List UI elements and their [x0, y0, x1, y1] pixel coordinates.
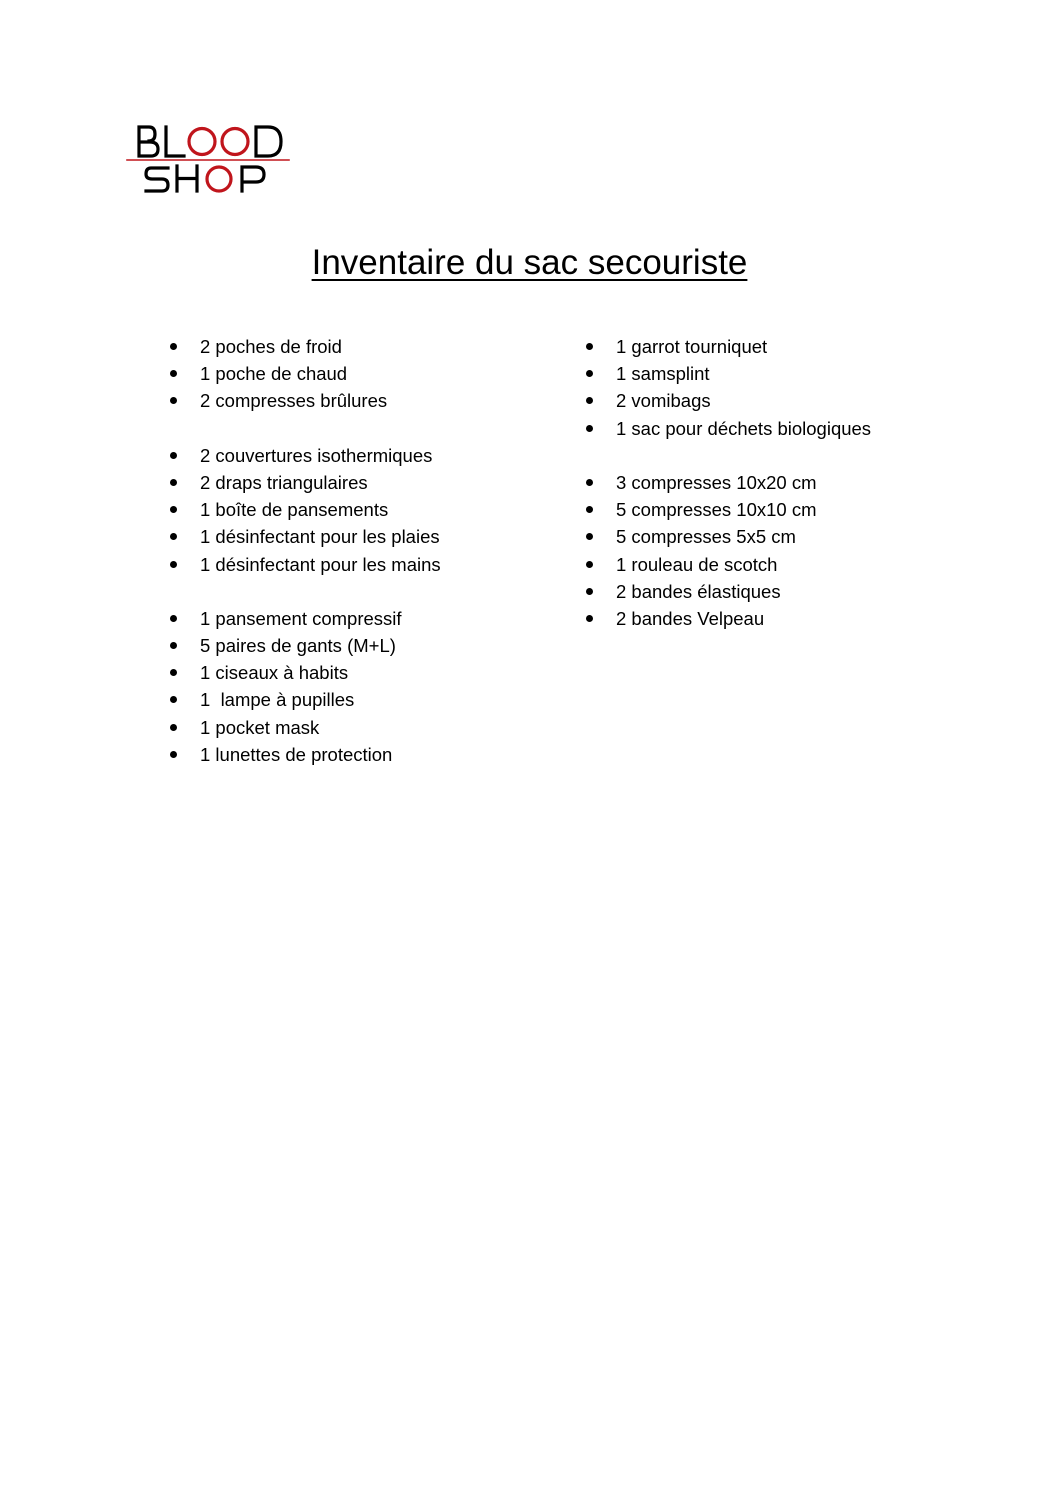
- bullet-icon: [586, 561, 593, 568]
- list-item-text: 1 lunettes de protection: [200, 743, 393, 765]
- list-item-text: 2 poches de froid: [200, 336, 342, 357]
- bullet-icon: [170, 615, 177, 622]
- bullet-icon: [586, 425, 593, 432]
- bullet-icon: [170, 479, 177, 486]
- bullet-icon: [586, 588, 593, 595]
- group-spacer: [584, 442, 1004, 469]
- blood-shop-logo: [126, 122, 292, 196]
- list-item: [584, 551, 1004, 578]
- page-title: Inventaire du sac secouriste: [311, 243, 748, 282]
- list-item: [168, 605, 568, 632]
- left-column-list: [168, 333, 568, 768]
- list-item-text: 1 pocket mask: [200, 716, 320, 738]
- list-item-text: 1 ciseaux à habits: [200, 662, 349, 684]
- logo-graphic: [126, 122, 292, 196]
- bullet-icon: [586, 397, 593, 404]
- bullet-icon: [170, 506, 177, 513]
- bullet-icon: [586, 533, 593, 540]
- bullet-icon: [586, 615, 593, 622]
- group-spacer: [168, 415, 568, 442]
- group-spacer: [168, 578, 568, 605]
- list-item-text: 1 samsplint: [616, 363, 710, 385]
- list-item-text: 1 lampe à pupilles: [200, 689, 355, 711]
- list-item: [168, 496, 568, 523]
- list-item-text: 5 compresses 10x10 cm: [616, 499, 817, 521]
- bullet-icon: [170, 343, 177, 350]
- bullet-icon: [170, 533, 177, 540]
- list-item: [584, 496, 1004, 523]
- list-item-text: 1 rouleau de scotch: [616, 553, 778, 575]
- list-item-text: 1 poche de chaud: [200, 363, 348, 385]
- bullet-icon: [586, 506, 593, 513]
- list-item-text: 2 vomibags: [616, 390, 711, 412]
- list-item: [584, 605, 1004, 632]
- list-item-text: 1 pansement compressif: [200, 607, 402, 629]
- bullet-icon: [170, 696, 177, 703]
- list-item-text: 1 sac pour déchets biologiques: [616, 417, 872, 439]
- bullet-icon: [170, 397, 177, 404]
- bullet-icon: [586, 343, 593, 350]
- bullet-icon: [170, 561, 177, 568]
- list-item: [584, 578, 1004, 605]
- list-item: [168, 523, 568, 550]
- list-item: [584, 360, 1004, 387]
- list-item: [168, 360, 568, 387]
- bullet-icon: [170, 370, 177, 377]
- list-item-text: 1 garrot tourniquet: [616, 336, 768, 357]
- bullet-icon: [170, 669, 177, 676]
- list-item-text: 5 compresses 5x5 cm: [616, 526, 796, 548]
- bullet-icon: [170, 642, 177, 649]
- list-item-text: 2 bandes Velpeau: [616, 607, 765, 629]
- list-item: [168, 442, 568, 469]
- list-item: [168, 686, 568, 713]
- list-item: [168, 714, 568, 741]
- list-item: [584, 469, 1004, 496]
- list-item-text: 2 couvertures isothermiques: [200, 444, 433, 466]
- list-item: [168, 333, 568, 360]
- list-item-text: 2 bandes élastiques: [616, 580, 781, 602]
- list-item: [168, 551, 568, 578]
- list-item-text: 3 compresses 10x20 cm: [616, 471, 817, 493]
- bullet-icon: [586, 370, 593, 377]
- right-column-list: [584, 333, 1004, 632]
- list-item: [168, 469, 568, 496]
- bullet-icon: [170, 724, 177, 731]
- list-item: [168, 741, 568, 768]
- list-item-text: 1 boîte de pansements: [200, 499, 389, 521]
- list-item: [584, 523, 1004, 550]
- bullet-icon: [586, 479, 593, 486]
- list-item: [168, 387, 568, 414]
- list-item-text: 1 désinfectant pour les mains: [200, 553, 441, 575]
- bullet-icon: [170, 751, 177, 758]
- list-item: [584, 333, 1004, 360]
- list-item: [584, 387, 1004, 414]
- list-item-text: 5 paires de gants (M+L): [200, 635, 396, 657]
- list-item: [168, 659, 568, 686]
- list-item: [584, 415, 1004, 442]
- list-item-text: 2 compresses brûlures: [200, 390, 388, 412]
- list-item-text: 2 draps triangulaires: [200, 471, 368, 493]
- list-item-text: 1 désinfectant pour les plaies: [200, 526, 440, 548]
- bullet-icon: [170, 452, 177, 459]
- list-item: [168, 632, 568, 659]
